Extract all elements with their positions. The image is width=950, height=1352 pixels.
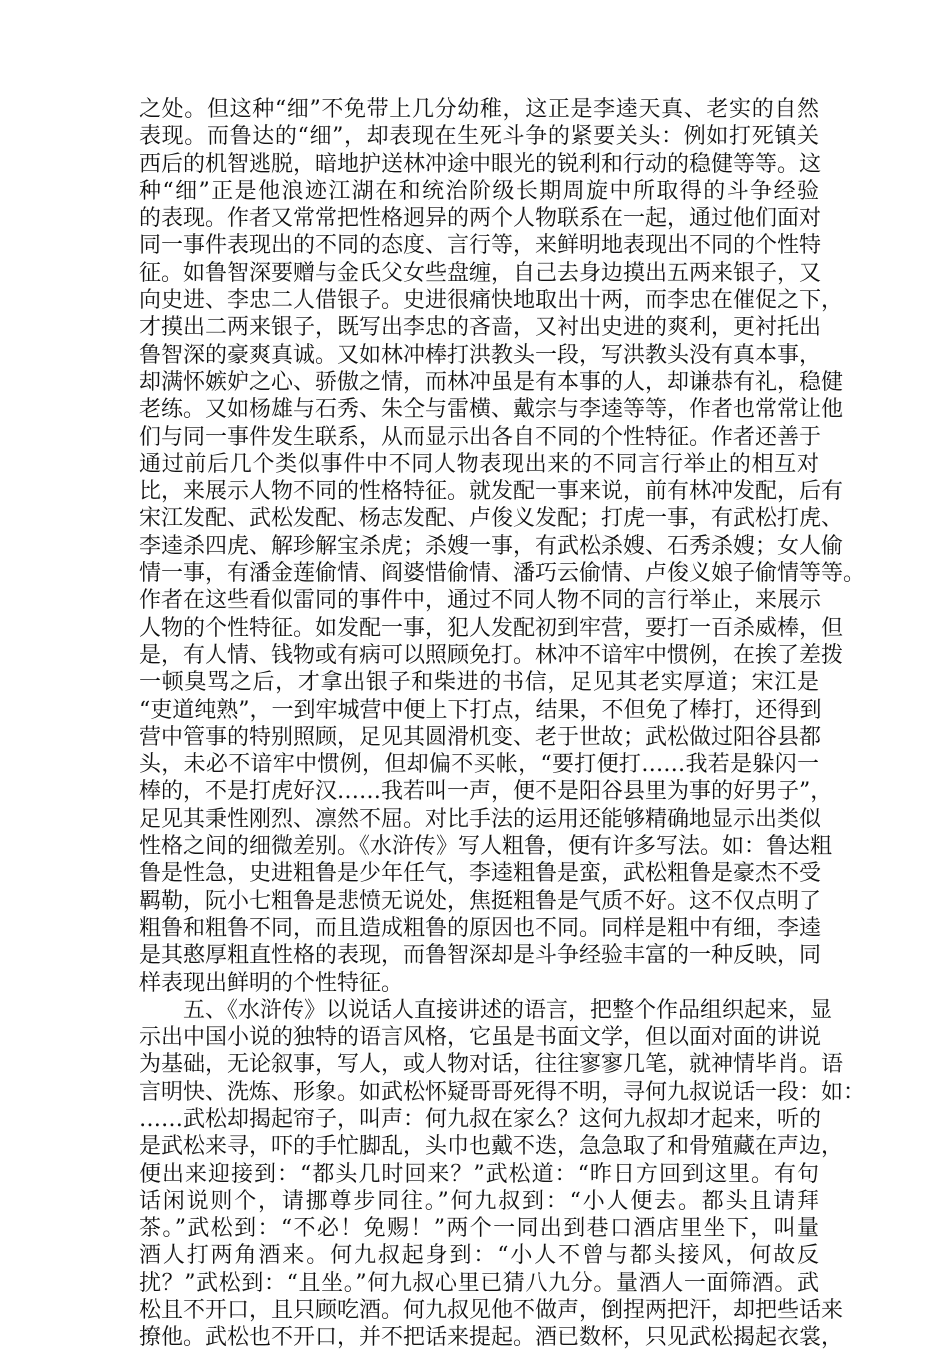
text-line: 棒的，不是打虎好汉……我若叫一声，便不是阳谷县里为事的好男子”， [139, 779, 833, 805]
text-line: 粗鲁和粗鲁不同，而且造成粗鲁的原因也不同。同样是粗中有细，李逵 [139, 915, 822, 941]
text-line: 宋江发配、武松发配、杨志发配、卢俊义发配；打虎一事，有武松打虎、 [139, 506, 844, 532]
text-line: 鲁智深的豪爽真诚。又如林冲棒打洪教头一段，写洪教头没有真本事， [139, 342, 822, 368]
text-line: 足见其秉性刚烈、凛然不屈。对比手法的运用还能够精确地显示出类似 [139, 806, 822, 832]
text-line: 便出来迎接到：“都头几时回来？”武松道：“昨日方回到这里。有句 [139, 1161, 819, 1187]
paragraph-start-line: 五、《水浒传》以说话人直接讲述的语言，把整个作品组织起来，显 [183, 997, 833, 1023]
text-line: 营中管事的特别照顾，足见其圆滑机变、老于世故；武松做过阳谷县都 [139, 724, 822, 750]
text-line: 茶。”武松到：“不必！免赐！”两个一同出到巷口酒店里坐下，叫量 [139, 1216, 819, 1242]
text-line: 扰？”武松到：“且坐。”何九叔心里已猜八九分。量酒人一面筛酒。武 [139, 1270, 819, 1296]
text-line: 比，来展示人物不同的性格特征。就发配一事来说，前有林冲发配，后有 [139, 479, 844, 505]
text-line: 的表现。作者又常常把性格迥异的两个人物联系在一起，通过他们面对 [139, 206, 822, 232]
text-line: 向史进、李忠二人借银子。史进很痛快地取出十两，而李忠在催促之下， [139, 288, 844, 314]
text-line: 一顿臭骂之后，才拿出银子和柴进的书信，足见其老实厚道；宋江是 [139, 670, 819, 696]
text-line: 是武松来寻，吓的手忙脚乱，头巾也戴不迭，急急取了和骨殖藏在声边， [139, 1134, 844, 1160]
text-line: 才摸出二两来银子，既写出李忠的吝啬，又衬出史进的爽利，更衬托出 [139, 315, 822, 341]
text-line: 作者在这些看似雷同的事件中，通过不同人物不同的言行举止，来展示 [139, 588, 822, 614]
text-line: 老练。又如杨雄与石秀、朱仝与雷横、戴宗与李逵等等，作者也常常让他 [139, 397, 844, 423]
text-line: 头，未必不谙牢中惯例，但却偏不买帐，“要打便打……我若是躲闪一 [139, 752, 819, 778]
text-line: 是，有人情、钱物或有病可以照顾免打。林冲不谙牢中惯例，在挨了差拨 [139, 642, 844, 668]
text-line: 羁勒，阮小七粗鲁是悲愤无说处，焦挺粗鲁是气质不好。这不仅点明了 [139, 888, 822, 914]
text-line: 却满怀嫉妒之心、骄傲之情，而林冲虽是有本事的人，却谦恭有礼，稳健 [139, 369, 844, 395]
text-line: 人物的个性特征。如发配一事，犯人发配初到牢营，要打一百杀威棒，但 [139, 615, 844, 641]
text-line: 李逵杀四虎、解珍解宝杀虎；杀嫂一事，有武松杀嫂、石秀杀嫂；女人偷 [139, 533, 844, 559]
paragraph-end-line: 样表现出鲜明的个性特征。 [139, 970, 404, 996]
text-line: 松且不开口，且只顾吃酒。何九叔见他不做声，倒捏两把汗，却把些话来 [139, 1298, 844, 1324]
text-line: 酒人打两角酒来。何九叔起身到：“小人不曾与都头接风，何故反 [139, 1243, 819, 1269]
text-line: 之处。但这种“细”不免带上几分幼稚，这正是李逵天真、老实的自然 [139, 97, 819, 122]
text-line: 情一事，有潘金莲偷情、阎婆惜偷情、潘巧云偷情、卢俊义娘子偷情等等。 [139, 561, 866, 587]
text-line: “吏道纯熟”，一到牢城营中便上下打点，结果，不但免了棒打，还得到 [139, 697, 822, 723]
document-page [139, 96, 866, 1352]
text-line: 撩他。武松也不开口，并不把话来提起。酒已数杯，只见武松揭起衣裳， [139, 1325, 844, 1351]
text-line: ……武松却揭起帘子，叫声：何九叔在家么？这何九叔却才起来，听的 [139, 1106, 822, 1132]
text-line: 示出中国小说的独特的语言风格，它虽是书面文学，但以面对面的讲说 [139, 1025, 822, 1051]
text-line: 表现。而鲁达的“细”，却表现在生死斗争的紧要关头：例如打死镇关 [139, 124, 819, 150]
text-line: 种“细”正是他浪迹江湖在和统治阶级长期周旋中所取得的斗争经验 [139, 178, 819, 204]
text-line: 性格之间的细微差别。《水浒传》写人粗鲁，便有许多写法。如：鲁达粗 [139, 834, 833, 860]
text-line: 话闲说则个，请挪尊步同往。”何九叔到：“小人便去。都头且请拜 [139, 1188, 819, 1214]
text-line: 为基础，无论叙事，写人，或人物对话，往往寥寥几笔，就神情毕肖。语 [139, 1052, 844, 1078]
text-line: 鲁是性急，史进粗鲁是少年任气，李逵粗鲁是蛮，武松粗鲁是豪杰不受 [139, 861, 822, 887]
text-line: 言明快、洗炼、形象。如武松怀疑哥哥死得不明，寻何九叔说话一段：如： [139, 1079, 866, 1105]
text-line: 们与同一事件发生联系，从而显示出各自不同的个性特征。作者还善于 [139, 424, 822, 450]
text-line: 通过前后几个类似事件中不同人物表现出来的不同言行举止的相互对 [139, 451, 819, 477]
text-line: 西后的机智逃脱，暗地护送林冲途中眼光的锐利和行动的稳健等等。这 [139, 151, 822, 177]
text-line: 征。如鲁智深要赠与金氏父女些盘缠，自己去身边摸出五两来银子，又 [139, 260, 822, 286]
text-line: 同一事件表现出的不同的态度、言行等，来鲜明地表现出不同的个性特 [139, 233, 822, 259]
text-line: 是其憨厚粗直性格的表现，而鲁智深却是斗争经验丰富的一种反映，同 [139, 943, 822, 969]
